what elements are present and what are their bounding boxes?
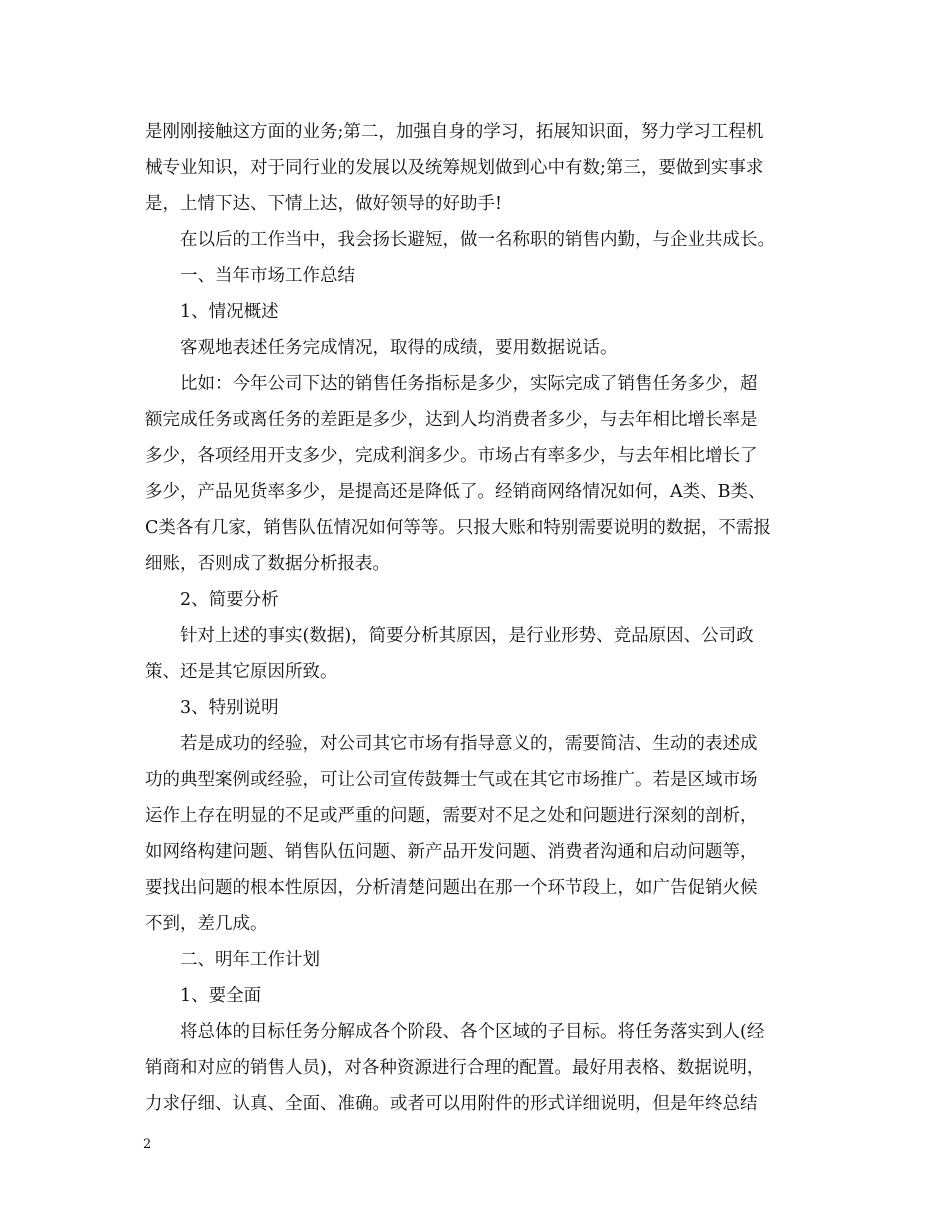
text-line: 械专业知识，对于同行业的发展以及统筹规划做到心中有数;第三，要做到实事求 (145, 158, 764, 178)
text-line: 额完成任务或离任务的差距是多少，达到人均消费者多少，与去年相比增长率是 (145, 410, 758, 430)
text-line: 若是成功的经验，对公司其它市场有指导意义的，需要简洁、生动的表述成 (180, 734, 758, 754)
text-line: 策、还是其它原因所致。 (145, 662, 338, 682)
text-line: 如网络构建问题、销售队伍问题、新产品开发问题、消费者沟通和启动问题等， (145, 842, 758, 862)
text-line: 销商和对应的销售人员)，对各种资源进行合理的配置。最好用表格、数据说明， (145, 1058, 765, 1078)
section-heading: 一、当年市场工作总结 (180, 266, 355, 286)
text-line: 力求仔细、认真、全面、准确。或者可以用附件的形式详细说明，但是年终总结 (145, 1094, 758, 1114)
text-line: 功的典型案例或经验，可让公司宣传鼓舞士气或在其它市场推广。若是区域市场 (145, 770, 758, 790)
text-line: 不到，差几成。 (145, 914, 268, 934)
text-line: 在以后的工作当中，我会扬长避短，做一名称职的销售内勤，与企业共成长。 (180, 230, 775, 250)
text-line: 细账，否则成了数据分析报表。 (145, 554, 390, 574)
text-line: 运作上存在明显的不足或严重的问题，需要对不足之处和问题进行深刻的剖析， (145, 806, 758, 826)
subsection-heading: 3、特别说明 (180, 698, 279, 718)
subsection-heading: 1、情况概述 (180, 302, 279, 322)
text-line: 要找出问题的根本性原因，分析清楚问题出在那一个环节段上，如广告促销火候 (145, 878, 758, 898)
subsection-heading: 2、简要分析 (180, 590, 279, 610)
text-line: 是刚刚接触这方面的业务;第二，加强自身的学习，拓展知识面，努力学习工程机 (145, 122, 764, 142)
text-line: 客观地表述任务完成情况，取得的成绩，要用数据说话。 (180, 338, 618, 358)
text-line: 多少，产品见货率多少，是提高还是降低了。经销商网络情况如何，A类、B类、 (145, 482, 766, 502)
text-line: 将总体的目标任务分解成各个阶段、各个区域的子目标。将任务落实到人(经 (180, 1022, 765, 1042)
page-number: 2 (143, 1137, 152, 1152)
section-heading: 二、明年工作计划 (180, 950, 320, 970)
subsection-heading: 1、要全面 (180, 986, 262, 1006)
document-body (145, 114, 809, 1122)
text-line: 比如：今年公司下达的销售任务指标是多少，实际完成了销售任务多少，超 (180, 374, 758, 394)
text-line: 多少，各项经用开支多少，完成利润多少。市场占有率多少，与去年相比增长了 (145, 446, 758, 466)
text-line: 针对上述的事实(数据)，简要分析其原因，是行业形势、竞品原因、公司政 (180, 626, 754, 646)
text-line: 是，上情下达、下情上达，做好领导的好助手! (145, 194, 503, 214)
text-line: C类各有几家，销售队伍情况如何等等。只报大账和特别需要说明的数据，不需报 (145, 518, 771, 538)
